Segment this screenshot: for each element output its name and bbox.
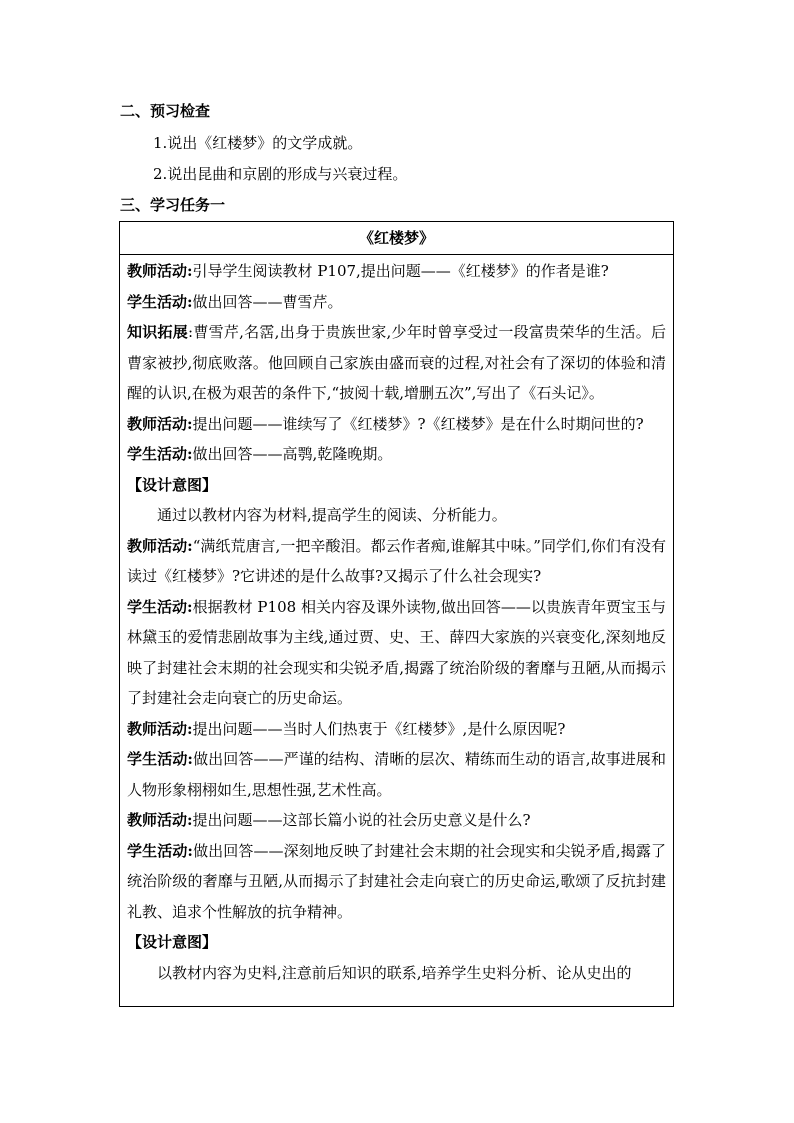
preview-item-2: 2.说出昆曲和京剧的形成与兴衰过程。 — [153, 165, 408, 183]
table-paragraph — [127, 256, 666, 287]
activity-text: 做出回答——严谨的结构、清晰的层次、精练而生动的语言,故事进展和人物形象栩栩如生,思想性强,艺术性高。 — [127, 750, 666, 799]
section-title-preview: 二、预习检查 — [120, 102, 211, 120]
activity-text: 以教材内容为史料,注意前后知识的联系,培养学生史料分析、论从史出的 — [157, 963, 632, 982]
activity-label: 教师活动: — [127, 719, 193, 738]
activity-label: 教师活动: — [127, 811, 193, 829]
table-paragraph — [127, 439, 666, 470]
activity-text: “满纸荒唐言,一把辛酸泪。都云作者痴,谁解其中味。”同学们,你们有没有读过《红楼梦》?它讲述的是什么故事?又揭示了什么社会现实? — [127, 536, 666, 585]
activity-text: 根据教材 P108 相关内容及课外读物,做出回答——以贵族青年贾宝玉与林黛玉的爱情悲剧故事为主线,通过贾、史、王、薛四大家族的兴衰变化,深刻地反映了封建社会末期的社会现实和尖锐矛盾,揭露了统治阶级的奢靡与丑陋,从而揭示了封建社会走向衰亡的历史命运。 — [127, 597, 666, 707]
activity-text: 提出问题——谁续写了《红楼梦》?《红楼梦》是在什么时期问世的? — [192, 414, 644, 433]
table-paragraph — [127, 958, 666, 989]
activity-label: 知识拓展 — [127, 323, 189, 341]
section-title-task: 三、学习任务一 — [120, 196, 226, 214]
table-paragraph — [127, 805, 666, 836]
content-table — [119, 221, 674, 1007]
activity-label: 教师活动: — [127, 536, 193, 555]
activity-text: 做出回答——高鹗,乾隆晚期。 — [192, 445, 393, 463]
table-body — [120, 255, 673, 988]
activity-text: 做出回答——曹雪芹。 — [192, 292, 343, 311]
activity-text: 引导学生阅读教材 P107,提出问题——《红楼梦》的作者是谁? — [192, 262, 609, 280]
activity-text: 通过以教材内容为材料,提高学生的阅读、分析能力。 — [157, 506, 507, 524]
activity-label: 学生活动: — [127, 597, 193, 616]
table-paragraph — [127, 744, 666, 805]
activity-label: 【设计意图】 — [127, 475, 218, 494]
activity-label: 学生活动: — [127, 750, 193, 768]
activity-text: 做出回答——深刻地反映了封建社会末期的社会现实和尖锐矛盾,揭露了统治阶级的奢靡与丑陋,从而揭示了封建社会走向衰亡的历史命运,歌颂了反抗封建礼教、追求个性解放的抗争精神。 — [127, 841, 666, 921]
activity-text: :曹雪芹,名霑,出身于贵族世家,少年时曾享受过一段富贵荣华的生活。后曹家被抄,彻底败落。他回顾自己家族由盛而衰的过程,对社会有了深切的体验和清醒的认识,在极为艰苦的条件下,“披阅十载,增删五次”,写出了《石头记》。 — [127, 323, 666, 402]
table-paragraph — [127, 500, 666, 531]
activity-label: 学生活动: — [127, 841, 193, 860]
table-title: 《红楼梦》 — [120, 222, 673, 255]
table-paragraph — [127, 409, 666, 440]
table-paragraph — [127, 714, 666, 745]
activity-label: 教师活动: — [127, 414, 193, 433]
table-paragraph — [127, 287, 666, 318]
table-paragraph — [127, 592, 666, 714]
activity-label: 学生活动: — [127, 292, 193, 311]
activity-label: 学生活动: — [127, 445, 193, 463]
table-paragraph — [127, 531, 666, 592]
table-paragraph — [127, 927, 666, 958]
activity-label: 教师活动: — [127, 262, 193, 280]
activity-text: 提出问题——这部长篇小说的社会历史意义是什么? — [192, 811, 531, 829]
table-paragraph — [127, 317, 666, 409]
activity-label: 【设计意图】 — [127, 933, 218, 951]
activity-text: 提出问题——当时人们热衷于《红楼梦》,是什么原因呢? — [192, 719, 566, 738]
preview-item-1: 1.说出《红楼梦》的文学成就。 — [153, 134, 363, 152]
table-paragraph — [127, 470, 666, 501]
table-paragraph — [127, 836, 666, 928]
